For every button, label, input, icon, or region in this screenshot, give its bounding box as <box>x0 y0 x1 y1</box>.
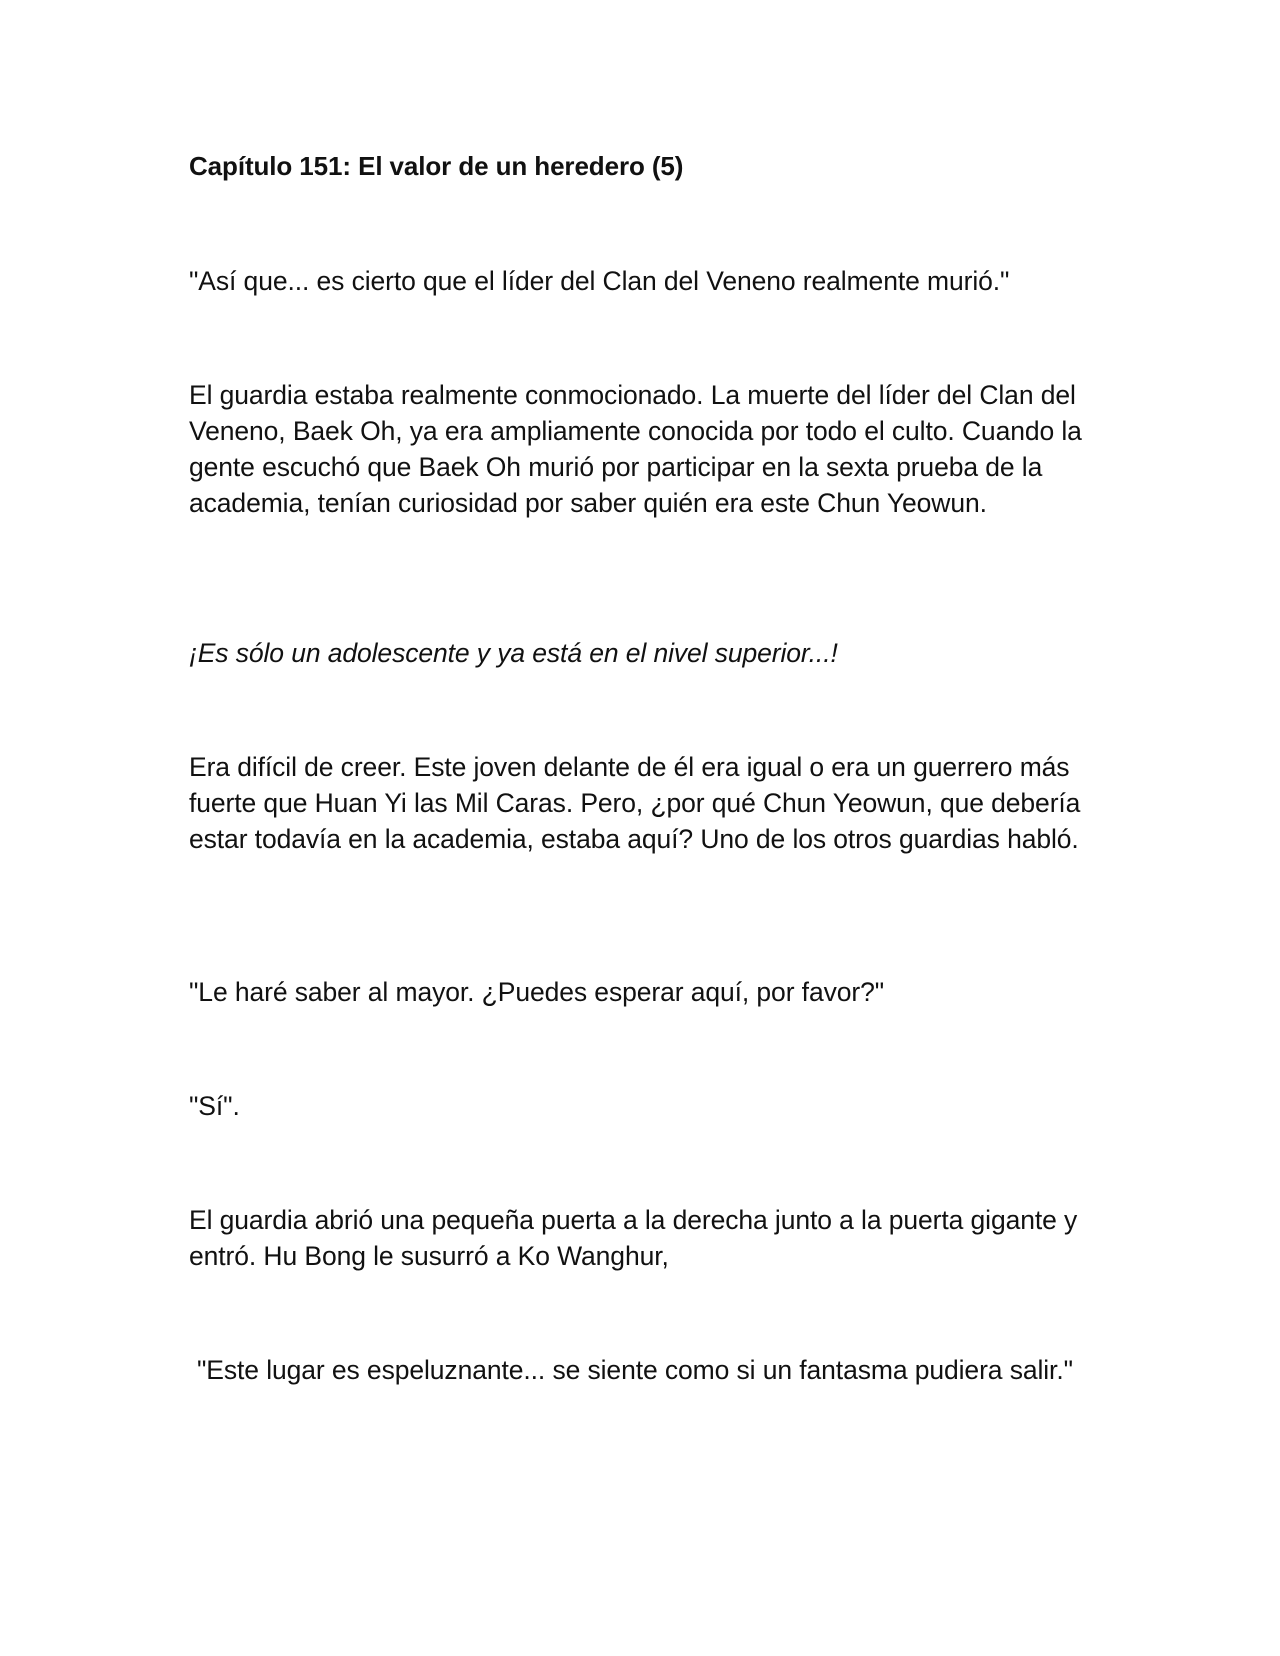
chapter-title: Capítulo 151: El valor de un heredero (5) <box>189 151 684 181</box>
paragraph-narration-2: Era difícil de creer. Este joven delante de él era igual o era un guerrero más fuerte que Huan Yi las Mil Caras. Pero, ¿por qué Chun Yeowun, que debería estar todavía en la academia, estaba aquí? Uno de los otros guardias habló. <box>189 752 1081 854</box>
paragraph-narration-1: El guardia estaba realmente conmocionado. La muerte del líder del Clan del Veneno, Baek Oh, ya era ampliamente conocida por todo el culto. Cuando la gente escuchó que Baek Oh murió por participar en la sexta prueba de la academia, tenían curiosidad por saber quién era este Chun Yeowun. <box>189 380 1082 518</box>
paragraph-dialogue-3: "Sí". <box>189 1091 240 1121</box>
paragraph-dialogue-4: "Este lugar es espeluznante... se siente como si un fantasma pudiera salir." <box>197 1355 1073 1385</box>
paragraph-narration-3: El guardia abrió una pequeña puerta a la derecha junto a la puerta gigante y entró. Hu Bong le susurró a Ko Wanghur, <box>189 1205 1078 1271</box>
paragraph-dialogue-1: "Así que... es cierto que el líder del Clan del Veneno realmente murió." <box>189 266 1010 296</box>
paragraph-dialogue-2: "Le haré saber al mayor. ¿Puedes esperar aquí, por favor?" <box>189 977 885 1007</box>
paragraph-thought: ¡Es sólo un adolescente y ya está en el nivel superior...! <box>189 638 838 668</box>
